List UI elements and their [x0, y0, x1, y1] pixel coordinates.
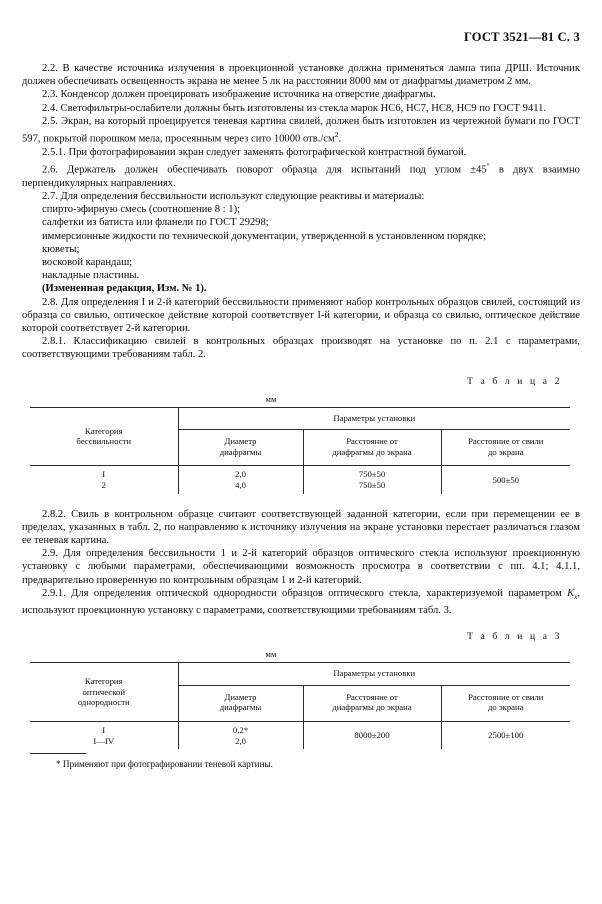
table-row — [30, 663, 570, 686]
table-3-cell-category-row1: I — [102, 725, 106, 736]
table-2-header-dist-diaphragm-line1: Расстояние от — [346, 436, 398, 447]
paragraph-2-5-text-after: . — [338, 133, 342, 145]
table-2 — [30, 407, 570, 494]
table-3-header-dist-diaphragm-line1: Расстояние от — [346, 691, 398, 702]
list-item-spirt-efir: спирто-эфирную смесь (соотношение 8 : 1); — [42, 204, 241, 216]
table-3-caption: Т а б л и ц а 3 — [467, 631, 562, 643]
paragraph-2-5-text-before: 2.5. Экран, на который проецируется теневая картина свилей, должен быть изготовлен из чертежной бумаги по ГОСТ 597, покрытой порошком мела, просеянным через сито 10000 отв./см — [22, 115, 580, 145]
table-row — [30, 722, 570, 750]
table-3-header-category-line1: Категория — [84, 676, 123, 687]
table-3-block — [22, 631, 580, 770]
amendment-note: (Измененная редакция, Изм. № 1). — [42, 283, 207, 295]
paragraph-2-6-text-after: в двух взаимно перпендикулярных направлениях. — [22, 164, 580, 189]
table-2-header-dist-diaphragm — [303, 430, 441, 466]
table-3-header-diameter-line1: Диаметр — [224, 691, 257, 702]
table-3 — [30, 662, 570, 749]
table-2-cell-diameter-row2: 4,0 — [235, 479, 246, 490]
table-2-cell-dist-diaphragm-row2: 750±50 — [358, 479, 386, 490]
table-2-cell-dist-diaphragm — [303, 466, 441, 494]
table-3-cell-diameter — [178, 722, 303, 750]
paragraph-2-6-text-before: 2.6. Держатель должен обеспечивать поворот образца для испытаний под углом ±45 — [42, 164, 487, 176]
paragraph-2-2: 2.2. В качестве источника излучения в проекционной установке должна применяться лампа типа ДРШ. Источник должен обеспечивать освещенность экрана не менее 5 лк на расстоянии 8000 мм от диафрагмы диаметром 2 мм. — [22, 63, 580, 88]
table-3-header-dist-svil-line2: до экрана — [487, 702, 524, 713]
table-3-cell-dist-svil: 2500±100 — [441, 722, 570, 750]
table-3-header-category-line2: оптической — [82, 686, 125, 697]
paragraph-2-9: 2.9. Для определения бессвильности 1 и 2-й категорий образцов оптического стекла используют проекционную установку с любыми параметрами, обеспечивающими возможность просмотра в соответствии с пп. 4.1; 4.1.1, предварительно проверенную по контрольным образцам 1 и 2-й категорий. — [22, 548, 580, 586]
table-2-cell-category-row1: I — [102, 469, 106, 480]
table-3-header-category-line3: однородности — [77, 697, 130, 708]
table-2-unit: мм — [265, 393, 277, 404]
paragraph-2-8-2: 2.8.2. Свиль в контрольном образце считают соответствующей заданной категории, если при перемещении ее в пределах, указанных в табл. 2, по направлению к источнику излучения на экране установки перестает различаться глазом ее теневая картина. — [22, 508, 580, 546]
paragraph-2-5 — [22, 115, 580, 146]
table-3-header-dist-svil-line1: Расстояние от свили — [468, 691, 544, 702]
table-2-cell-category-row2: 2 — [101, 479, 106, 490]
table-3-header-group: Параметры установки — [178, 663, 570, 686]
table-2-header-dist-svil — [441, 430, 570, 466]
table-2-cell-diameter-row1: 2,0 — [235, 469, 246, 480]
table-2-cell-category — [30, 466, 178, 494]
table-2-block — [22, 376, 580, 494]
table-2-header-category-line1: Категория — [84, 425, 123, 436]
table-row — [30, 407, 570, 430]
table-3-cell-diameter-row2: 2,0 — [235, 735, 246, 746]
table-2-header-diameter-line2: диафрагмы — [219, 446, 262, 457]
document-body — [22, 62, 580, 770]
paragraph-2-3: 2.3. Конденсор должен проецировать изображение источника на отверстие диафрагмы. — [42, 89, 436, 101]
table-3-cell-category-row2: I—IV — [93, 735, 115, 746]
table-3-cell-dist-diaphragm: 8000±200 — [303, 722, 441, 750]
list-item-salfetki: салфетки из батиста или фланели по ГОСТ 29298; — [42, 217, 269, 229]
table-row — [30, 466, 570, 494]
paragraph-2-6-superscript: ° — [486, 160, 490, 170]
paragraph-2-7: 2.7. Для определения бессвильности используют следующие реактивы и материалы: — [42, 190, 425, 202]
parameter-symbol-k-subscript: x — [574, 592, 578, 601]
paragraph-2-8-1: 2.8.1. Классификацию свилей в контрольных образцах производят на установке по п. 2.1 с параметрами, соответствующими требованиям табл. 2. — [22, 336, 580, 361]
table-2-header-dist-diaphragm-line2: диафрагмы до экрана — [332, 446, 412, 457]
footnote-separator — [30, 753, 86, 754]
table-3-cell-diameter-row1: 0,2* — [232, 725, 249, 736]
table-3-unit: мм — [265, 649, 277, 660]
table-3-header-diameter — [178, 685, 303, 721]
paragraph-2-9-1 — [22, 587, 580, 618]
table-2-header-group: Параметры установки — [178, 407, 570, 430]
table-2-header-diameter — [178, 430, 303, 466]
table-2-header-dist-svil-line2: до экрана — [487, 446, 524, 457]
paragraph-2-6 — [22, 159, 580, 190]
table-3-cell-category — [30, 722, 178, 750]
list-item-nakladnye-plastiny: накладные пластины. — [42, 270, 140, 282]
paragraph-2-8: 2.8. Для определения I и 2-й категорий бессвильности применяют набор контрольных образцов свилей, состоящий из образца со свилью, оптическое действие которой соответствует I-й категории, и образца со свилью, оптическое действие которой соответствует 2-й категории. — [22, 296, 580, 334]
table-3-header-diameter-line2: диафрагмы — [219, 702, 262, 713]
list-item-voskovoy-karandash: восковой карандаш; — [42, 256, 133, 268]
table-3-header-category — [30, 663, 178, 722]
table-2-caption: Т а б л и ц а 2 — [467, 375, 562, 387]
table-2-cell-dist-diaphragm-row1: 750±50 — [358, 469, 386, 480]
list-item-kyuvety: кюветы; — [42, 243, 80, 255]
paragraph-2-5-1: 2.5.1. При фотографировании экран следует заменять фотографической контрастной бумагой. — [42, 146, 467, 158]
parameter-symbol-k: K — [567, 587, 575, 599]
paragraph-2-9-1-text-after: , используют проекционную установку с параметрами, соответствующими требованиям табл. 3. — [22, 587, 580, 617]
table-3-footnote: * Применяют при фотографировании теневой картины. — [56, 759, 273, 770]
table-2-header-diameter-line1: Диаметр — [224, 436, 257, 447]
paragraph-2-9-1-text-before: 2.9.1. Для определения оптической однородности образцов оптического стекла, характеризуемой параметром — [42, 587, 568, 599]
table-3-header-dist-svil — [441, 685, 570, 721]
table-2-cell-dist-svil: 500±50 — [441, 466, 570, 494]
table-3-header-dist-diaphragm — [303, 685, 441, 721]
table-2-header-category — [30, 407, 178, 466]
paragraph-2-5-superscript: 2 — [334, 130, 339, 140]
table-2-cell-diameter — [178, 466, 303, 494]
table-2-header-category-line2: бессвильности — [76, 436, 132, 447]
page-header: ГОСТ 3521—81 С. 3 — [463, 30, 580, 44]
table-2-header-dist-svil-line1: Расстояние от свили — [468, 436, 544, 447]
paragraph-2-4: 2.4. Светофильтры-ослабители должны быть изготовлены из стекла марок НС6, НС7, НС8, НС9 по ГОСТ 9411. — [42, 102, 547, 114]
list-item-immersion: иммерсионные жидкости по технической документации, утвержденной в установленном порядке; — [42, 230, 487, 242]
table-3-header-dist-diaphragm-line2: диафрагмы до экрана — [332, 702, 412, 713]
